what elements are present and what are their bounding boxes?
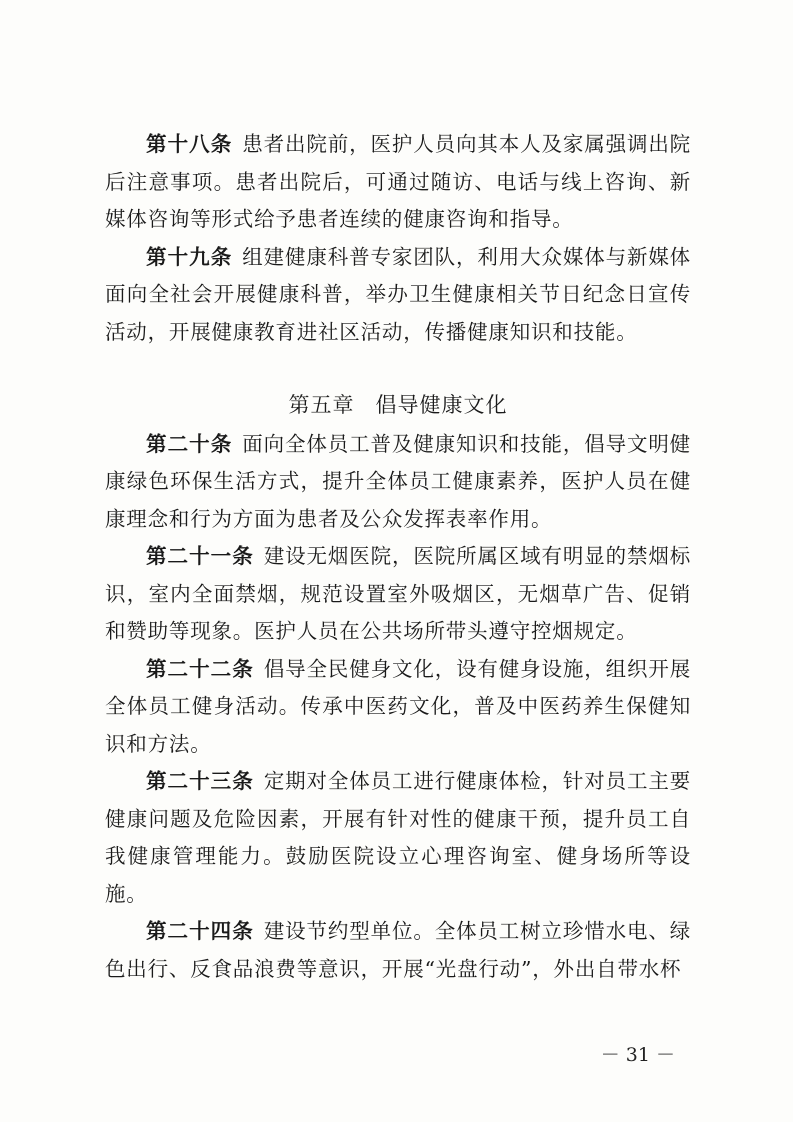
body-text (105, 126, 691, 988)
article-text: 面向全体员工普及健康知识和技能，倡导文明健康绿色环保生活方式，提升全体员工健康素养，医护人员在健康理念和行为方面为患者及公众发挥表率作用。 (105, 431, 691, 531)
article-text: 建设无烟医院，医院所属区域有明显的禁烟标识，室内全面禁烟，规范设置室外吸烟区，无烟草广告、促销和赞助等现象。医护人员在公共场所带头遵守控烟规定。 (105, 544, 691, 643)
article-22 (105, 651, 691, 764)
article-heading: 第十八条 (146, 132, 233, 156)
article-text: 组建健康科普专家团队，利用大众媒体与新媒体面向全社会开展健康科普，举办卫生健康相关节日纪念日宣传活动，开展健康教育进社区活动，传播健康知识和技能。 (105, 244, 691, 344)
article-text: 定期对全体员工进行健康体检，针对员工主要健康问题及危险因素，开展有针对性的健康干预，提升员工自我健康管理能力。鼓励医院设立心理咨询室、健身场所等设施。 (105, 769, 691, 906)
chapter-heading (105, 387, 691, 425)
article-text: 建设节约型单位。全体员工树立珍惜水电、绿色出行、反食品浪费等意识，开展“光盘行动”，外出自带水杯 (105, 919, 691, 981)
article-heading: 第二十四条 (146, 919, 254, 943)
article-text: 倡导全民健身文化，设有健身设施，组织开展全体员工健身活动。传承中医药文化，普及中医药养生保健知识和方法。 (105, 656, 691, 756)
article-heading: 第二十三条 (146, 769, 254, 793)
page-number: － 31 － (600, 1044, 675, 1066)
chapter-title: 倡导健康文化 (375, 393, 508, 417)
article-text: 患者出院前，医护人员向其本人及家属强调出院后注意事项。患者出院后，可通过随访、电话与线上咨询、新媒体咨询等形式给予患者连续的健康咨询和指导。 (105, 132, 691, 231)
article-21 (105, 538, 691, 651)
article-18 (105, 126, 691, 239)
article-heading: 第十九条 (146, 244, 233, 269)
article-23 (105, 763, 691, 913)
article-24 (105, 913, 691, 988)
article-heading: 第二十条 (146, 431, 233, 456)
article-19 (105, 239, 691, 352)
article-heading: 第二十一条 (146, 544, 254, 568)
chapter-number: 第五章 (288, 393, 355, 417)
article-20 (105, 426, 691, 539)
article-heading: 第二十二条 (146, 656, 254, 681)
